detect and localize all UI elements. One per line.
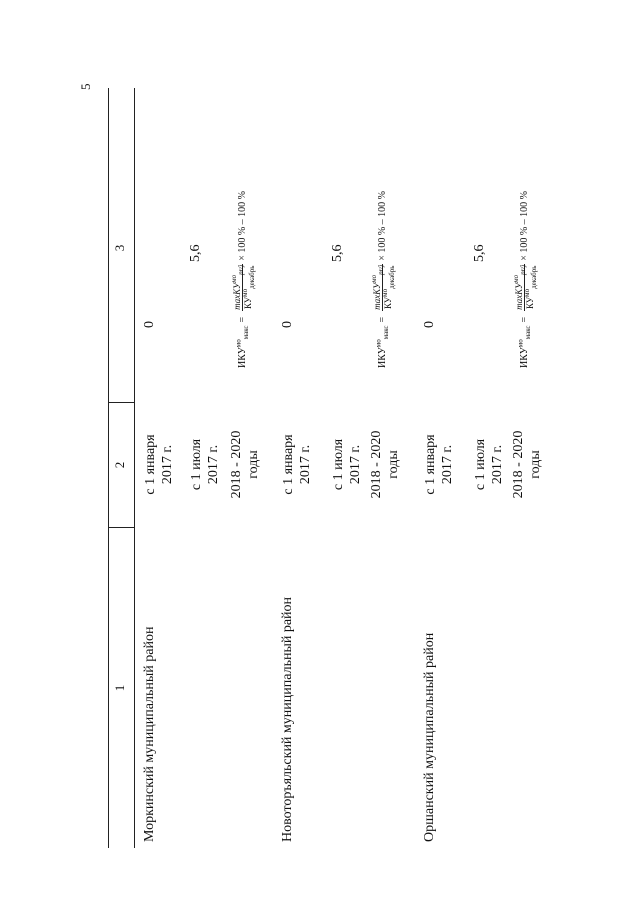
formula-lhs: $ИКУ^{мо}_{макс}$ — [374, 325, 390, 368]
period-line: с 1 января — [423, 434, 438, 495]
period-line: 2017 г. — [206, 444, 221, 485]
period-line: 2017 г. — [440, 444, 455, 485]
period-line: годы — [386, 450, 401, 479]
formula-tail: × 100 % – 100 % — [377, 190, 388, 261]
period-cell — [510, 407, 544, 522]
max-ratio-formula — [512, 190, 538, 368]
value-cell: 0 — [142, 321, 157, 328]
header-divider-2 — [108, 402, 134, 403]
period-line: с 1 января — [143, 434, 158, 495]
value-cell: 0 — [280, 321, 295, 328]
period-line: 2017 г. — [490, 444, 505, 485]
table-top-border — [108, 88, 109, 848]
period-cell — [188, 407, 222, 522]
period-line: с 1 июля — [473, 438, 488, 491]
period-cell — [280, 407, 314, 522]
district-name: Моркинский муниципальный район — [142, 626, 157, 842]
formula-equals: = — [237, 316, 248, 323]
value-cell: 5,6 — [472, 244, 487, 262]
formula-equals: = — [519, 316, 530, 323]
district-name: Новоторъяльский муниципальный район — [280, 596, 295, 842]
period-cell — [330, 407, 364, 522]
formula-tail: × 100 % – 100 % — [237, 190, 248, 261]
formula-lhs: $ИКУ^{мо}_{макс}$ — [234, 325, 250, 368]
header-col-1: 1 — [112, 684, 127, 692]
period-line: 2017 г. — [348, 444, 363, 485]
district-name: Оршанский муниципальный район — [422, 632, 437, 842]
period-line: 2017 г. — [160, 444, 175, 485]
period-line: с 1 января — [281, 434, 296, 495]
formula-fraction: maxКУ$^{мо}_{pr/j}$ $КУ^{мо}_{декабрь}$ — [370, 264, 396, 310]
formula-lhs: $ИКУ^{мо}_{макс}$ — [516, 325, 532, 368]
period-cell — [368, 407, 402, 522]
max-ratio-formula — [230, 190, 256, 368]
period-line: годы — [528, 450, 543, 479]
value-cell: 5,6 — [330, 244, 345, 262]
formula-fraction: maxКУ$^{мо}_{pr/j}$ $КУ^{мо}_{декабрь}$ — [512, 264, 538, 310]
period-line: 2018 - 2020 — [511, 430, 526, 499]
period-cell — [142, 407, 176, 522]
formula-equals: = — [377, 316, 388, 323]
value-cell: 5,6 — [188, 244, 203, 262]
period-line: 2018 - 2020 — [229, 430, 244, 499]
header-col-3: 3 — [112, 244, 127, 252]
period-line: с 1 июля — [331, 438, 346, 491]
formula-tail: × 100 % – 100 % — [519, 190, 530, 261]
period-line: годы — [246, 450, 261, 479]
period-cell — [422, 407, 456, 522]
rotated-table — [108, 88, 548, 848]
period-line: 2017 г. — [298, 444, 313, 485]
period-cell — [472, 407, 506, 522]
period-line: 2018 - 2020 — [369, 430, 384, 499]
period-line: с 1 июля — [189, 438, 204, 491]
header-bottom-border — [134, 88, 135, 848]
formula-fraction: maxКУ$^{мо}_{pr/j}$ $КУ^{мо}_{декабрь}$ — [230, 264, 256, 310]
max-ratio-formula — [370, 190, 396, 368]
header-col-2: 2 — [112, 461, 127, 469]
value-cell: 0 — [422, 321, 437, 328]
header-divider-1 — [108, 527, 134, 528]
page-number: 5 — [78, 83, 93, 90]
period-cell — [228, 407, 262, 522]
